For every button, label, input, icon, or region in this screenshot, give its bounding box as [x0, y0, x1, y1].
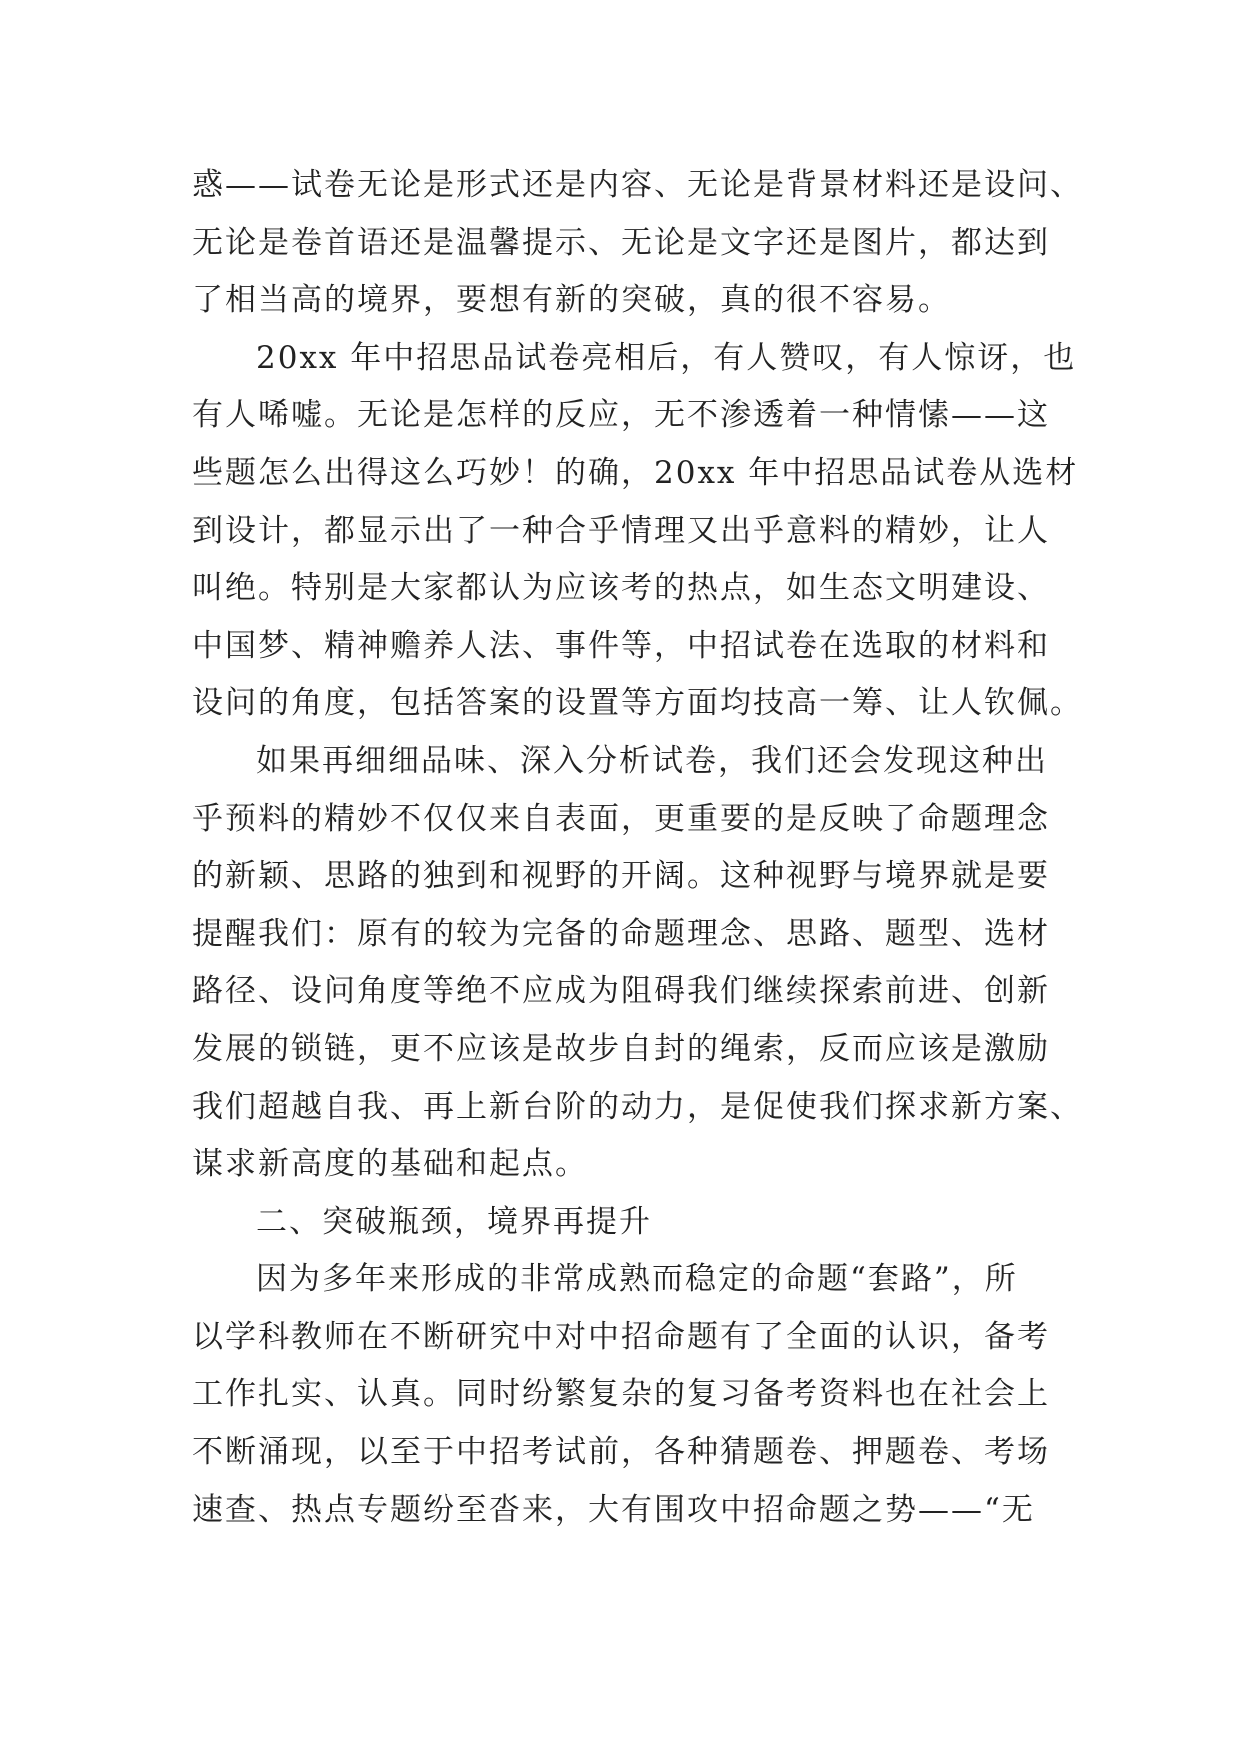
section-heading: 二、突破瓶颈，境界再提升	[256, 1203, 652, 1240]
text-line: 乎预料的精妙不仅仅来自表面，更重要的是反映了命题理念	[192, 800, 1050, 837]
text-line: 我们超越自我、再上新台阶的动力，是促使我们探求新方案、	[192, 1088, 1083, 1125]
body-text	[192, 157, 1092, 1539]
text-line: 叫绝。特别是大家都认为应该考的热点，如生态文明建设、	[192, 570, 1050, 607]
text-line: 中国梦、精神赡养人法、事件等，中招试卷在选取的材料和	[192, 627, 1050, 664]
text-line: 速查、热点专题纷至沓来，大有围攻中招命题之势——“无	[192, 1491, 1035, 1528]
text-line: 有人唏嘘。无论是怎样的反应，无不渗透着一种情愫——这	[192, 397, 1050, 434]
text-line: 谋求新高度的基础和起点。	[192, 1146, 588, 1183]
text-line: 工作扎实、认真。同时纷繁复杂的复习备考资料也在社会上	[192, 1376, 1050, 1413]
text-line: 无论是卷首语还是温馨提示、无论是文字还是图片，都达到	[192, 224, 1050, 261]
text-line: 路径、设问角度等绝不应成为阻碍我们继续探索前进、创新	[192, 973, 1050, 1010]
text-line: 提醒我们：原有的较为完备的命题理念、思路、题型、选材	[192, 915, 1050, 952]
paragraph-start-line: 20xx 年中招思品试卷亮相后，有人赞叹，有人惊讶，也	[256, 339, 1077, 376]
text-line: 不断涌现，以至于中招考试前，各种猜题卷、押题卷、考场	[192, 1434, 1050, 1471]
text-line: 发展的锁链，更不应该是故步自封的绳索，反而应该是激励	[192, 1030, 1050, 1067]
text-line: 了相当高的境界，要想有新的突破，真的很不容易。	[192, 282, 951, 319]
text-line: 以学科教师在不断研究中对中招命题有了全面的认识，备考	[192, 1318, 1050, 1355]
paragraph-start-line: 因为多年来形成的非常成熟而稳定的命题“套路”，所	[256, 1261, 1018, 1298]
text-line: 惑——试卷无论是形式还是内容、无论是背景材料还是设问、	[192, 167, 1083, 203]
text-line: 设问的角度，包括答案的设置等方面均技高一筹、让人钦佩。	[192, 685, 1083, 722]
text-line: 的新颖、思路的独到和视野的开阔。这种视野与境界就是要	[192, 858, 1050, 895]
text-line: 到设计，都显示出了一种合乎情理又出乎意料的精妙，让人	[192, 512, 1050, 549]
paragraph-start-line: 如果再细细品味、深入分析试卷，我们还会发现这种出	[256, 742, 1048, 779]
text-line: 些题怎么出得这么巧妙！的确，20xx 年中招思品试卷从选材	[192, 454, 1079, 491]
